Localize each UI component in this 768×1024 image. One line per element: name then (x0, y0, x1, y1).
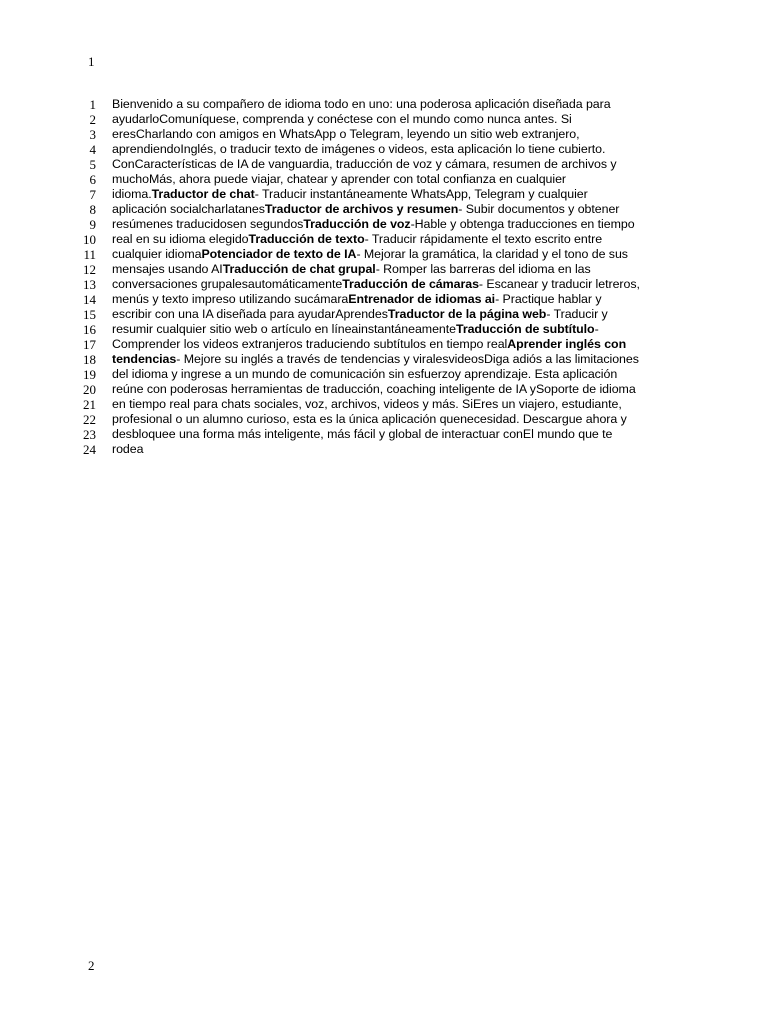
text-run: idioma. (112, 187, 152, 201)
text-run: del idioma y ingrese a un mundo de comunicación sin esfuerzoy aprendizaje. Esta aplicación (112, 367, 618, 381)
line-number: 22 (83, 412, 96, 427)
text-run: - Traducir rápidamente el texto escrito entre (364, 232, 603, 246)
document-line (76, 142, 676, 157)
line-number: 23 (83, 427, 96, 442)
text-run: -Hable y obtenga traducciones en tiempo (410, 217, 635, 231)
line-number: 6 (89, 172, 96, 187)
document-line (76, 352, 676, 367)
document-line (76, 442, 676, 457)
line-number: 14 (83, 292, 96, 307)
line-text (112, 442, 143, 457)
document-line (76, 277, 676, 292)
line-number: 24 (83, 442, 96, 457)
text-run: resúmenes traducidosen segundos (112, 217, 304, 231)
line-text (112, 352, 639, 367)
text-run: ayudarloComuníquese, comprenda y conéctese con el mundo como nunca antes. Si (112, 112, 572, 126)
line-number: 7 (89, 187, 96, 202)
line-number: 16 (83, 322, 96, 337)
line-text (112, 322, 599, 337)
line-text (112, 262, 591, 277)
line-text (112, 367, 617, 382)
line-number: 11 (83, 247, 96, 262)
line-number: 9 (89, 217, 96, 232)
line-number: 19 (83, 367, 96, 382)
line-text (112, 247, 628, 262)
text-run: aplicación socialcharlatanes (112, 202, 265, 216)
line-text (112, 382, 636, 397)
line-number: 1 (89, 97, 96, 112)
feature-heading: Traductor de archivos y resumen (264, 202, 459, 216)
document-line (76, 322, 676, 337)
feature-heading: Traducción de chat grupal (222, 262, 376, 276)
document-line (76, 337, 676, 352)
line-text (112, 397, 622, 412)
text-run: - Subir documentos y obtener (458, 202, 620, 216)
feature-heading: Traductor de la página web (387, 307, 547, 321)
line-text (112, 307, 608, 322)
document-line (76, 172, 676, 187)
text-run: rodea (112, 442, 144, 456)
text-run: - Romper las barreras del idioma en las (375, 262, 591, 276)
line-number: 5 (89, 157, 96, 172)
feature-heading: Traductor de chat (151, 187, 255, 201)
text-run: cualquier idioma (112, 247, 202, 261)
document-body (76, 97, 676, 457)
text-run: reúne con poderosas herramientas de traducción, coaching inteligente de IA ySoporte de idioma (112, 382, 636, 396)
document-line (76, 307, 676, 322)
feature-heading: Potenciador de texto de IA (201, 247, 357, 261)
line-number: 21 (83, 397, 96, 412)
line-number: 2 (89, 112, 96, 127)
document-line (76, 427, 676, 442)
line-text (112, 427, 612, 442)
line-text (112, 292, 602, 307)
feature-heading: Aprender inglés con (507, 337, 627, 351)
text-run: aprendiendoInglés, o traducir texto de imágenes o videos, esta aplicación lo tiene cubierto. (112, 142, 606, 156)
text-run: muchoMás, ahora puede viajar, chatear y aprender con total confianza en cualquier (112, 172, 566, 186)
document-line (76, 112, 676, 127)
feature-heading: Traducción de subtítulo (455, 322, 595, 336)
line-text (112, 412, 627, 427)
line-number: 15 (83, 307, 96, 322)
document-line (76, 187, 676, 202)
text-run: - Practique hablar y (495, 292, 602, 306)
text-run: mensajes usando AI (112, 262, 223, 276)
page-number-bottom: 2 (88, 958, 95, 973)
text-run: - Mejore su inglés a través de tendencias y viralesvideosDiga adiós a las limitaciones (176, 352, 639, 366)
text-run: - Escanear y traducir letreros, (478, 277, 640, 291)
text-run: ConCaracterísticas de IA de vanguardia, traducción de voz y cámara, resumen de archivos y (112, 157, 617, 171)
line-number: 20 (83, 382, 96, 397)
text-run: escribir con una IA diseñada para ayudarAprendes (112, 307, 388, 321)
document-line (76, 97, 676, 112)
document-line (76, 202, 676, 217)
text-run: eresCharlando con amigos en WhatsApp o Telegram, leyendo un sitio web extranjero, (112, 127, 580, 141)
document-line (76, 412, 676, 427)
text-run: desbloquee una forma más inteligente, más fácil y global de interactuar conEl mundo que te (112, 427, 613, 441)
document-line (76, 382, 676, 397)
text-run: - Traducir instantáneamente WhatsApp, Telegram y cualquier (254, 187, 588, 201)
line-text (112, 232, 602, 247)
line-text (112, 142, 605, 157)
text-run: Comprender los videos extranjeros traduciendo subtítulos en tiempo real (112, 337, 508, 351)
text-run: - (594, 322, 599, 336)
text-run: conversaciones grupalesautomáticamente (112, 277, 343, 291)
document-line (76, 397, 676, 412)
line-number: 18 (83, 352, 96, 367)
feature-heading: Traducción de voz (303, 217, 411, 231)
text-run: - Traducir y (546, 307, 608, 321)
line-number: 12 (83, 262, 96, 277)
document-line (76, 157, 676, 172)
document-line (76, 262, 676, 277)
feature-heading: Traducción de cámaras (342, 277, 479, 291)
feature-heading: Entrenador de idiomas ai (348, 292, 496, 306)
feature-heading: Traducción de texto (248, 232, 365, 246)
line-text (112, 202, 619, 217)
document-line (76, 127, 676, 142)
document-line (76, 367, 676, 382)
line-text (112, 112, 572, 127)
line-text (112, 127, 580, 142)
text-run: profesional o un alumno curioso, esta es la única aplicación quenecesidad. Descargue ahora y (112, 412, 627, 426)
page-number-top: 1 (88, 54, 95, 69)
line-number: 10 (83, 232, 96, 247)
line-number: 3 (89, 127, 96, 142)
line-number: 8 (89, 202, 96, 217)
line-number: 4 (89, 142, 96, 157)
line-text (112, 157, 617, 172)
feature-heading: tendencias (112, 352, 177, 366)
line-number: 17 (83, 337, 96, 352)
text-run: en tiempo real para chats sociales, voz, archivos, videos y más. SiEres un viajero, estudiante, (112, 397, 622, 411)
line-text (112, 337, 626, 352)
text-run: resumir cualquier sitio web o artículo en líneainstantáneamente (112, 322, 456, 336)
text-run: menús y texto impreso utilizando sucámara (112, 292, 349, 306)
document-line (76, 217, 676, 232)
text-run: Bienvenido a su compañero de idioma todo en uno: una poderosa aplicación diseñada para (112, 97, 611, 111)
document-line (76, 247, 676, 262)
line-text (112, 172, 566, 187)
document-line (76, 292, 676, 307)
line-number: 13 (83, 277, 96, 292)
line-text (112, 97, 611, 112)
line-text (112, 217, 635, 232)
line-text (112, 277, 640, 292)
text-run: - Mejorar la gramática, la claridad y el tono de sus (356, 247, 628, 261)
document-line (76, 232, 676, 247)
text-run: real en su idioma elegido (112, 232, 249, 246)
line-text (112, 187, 588, 202)
